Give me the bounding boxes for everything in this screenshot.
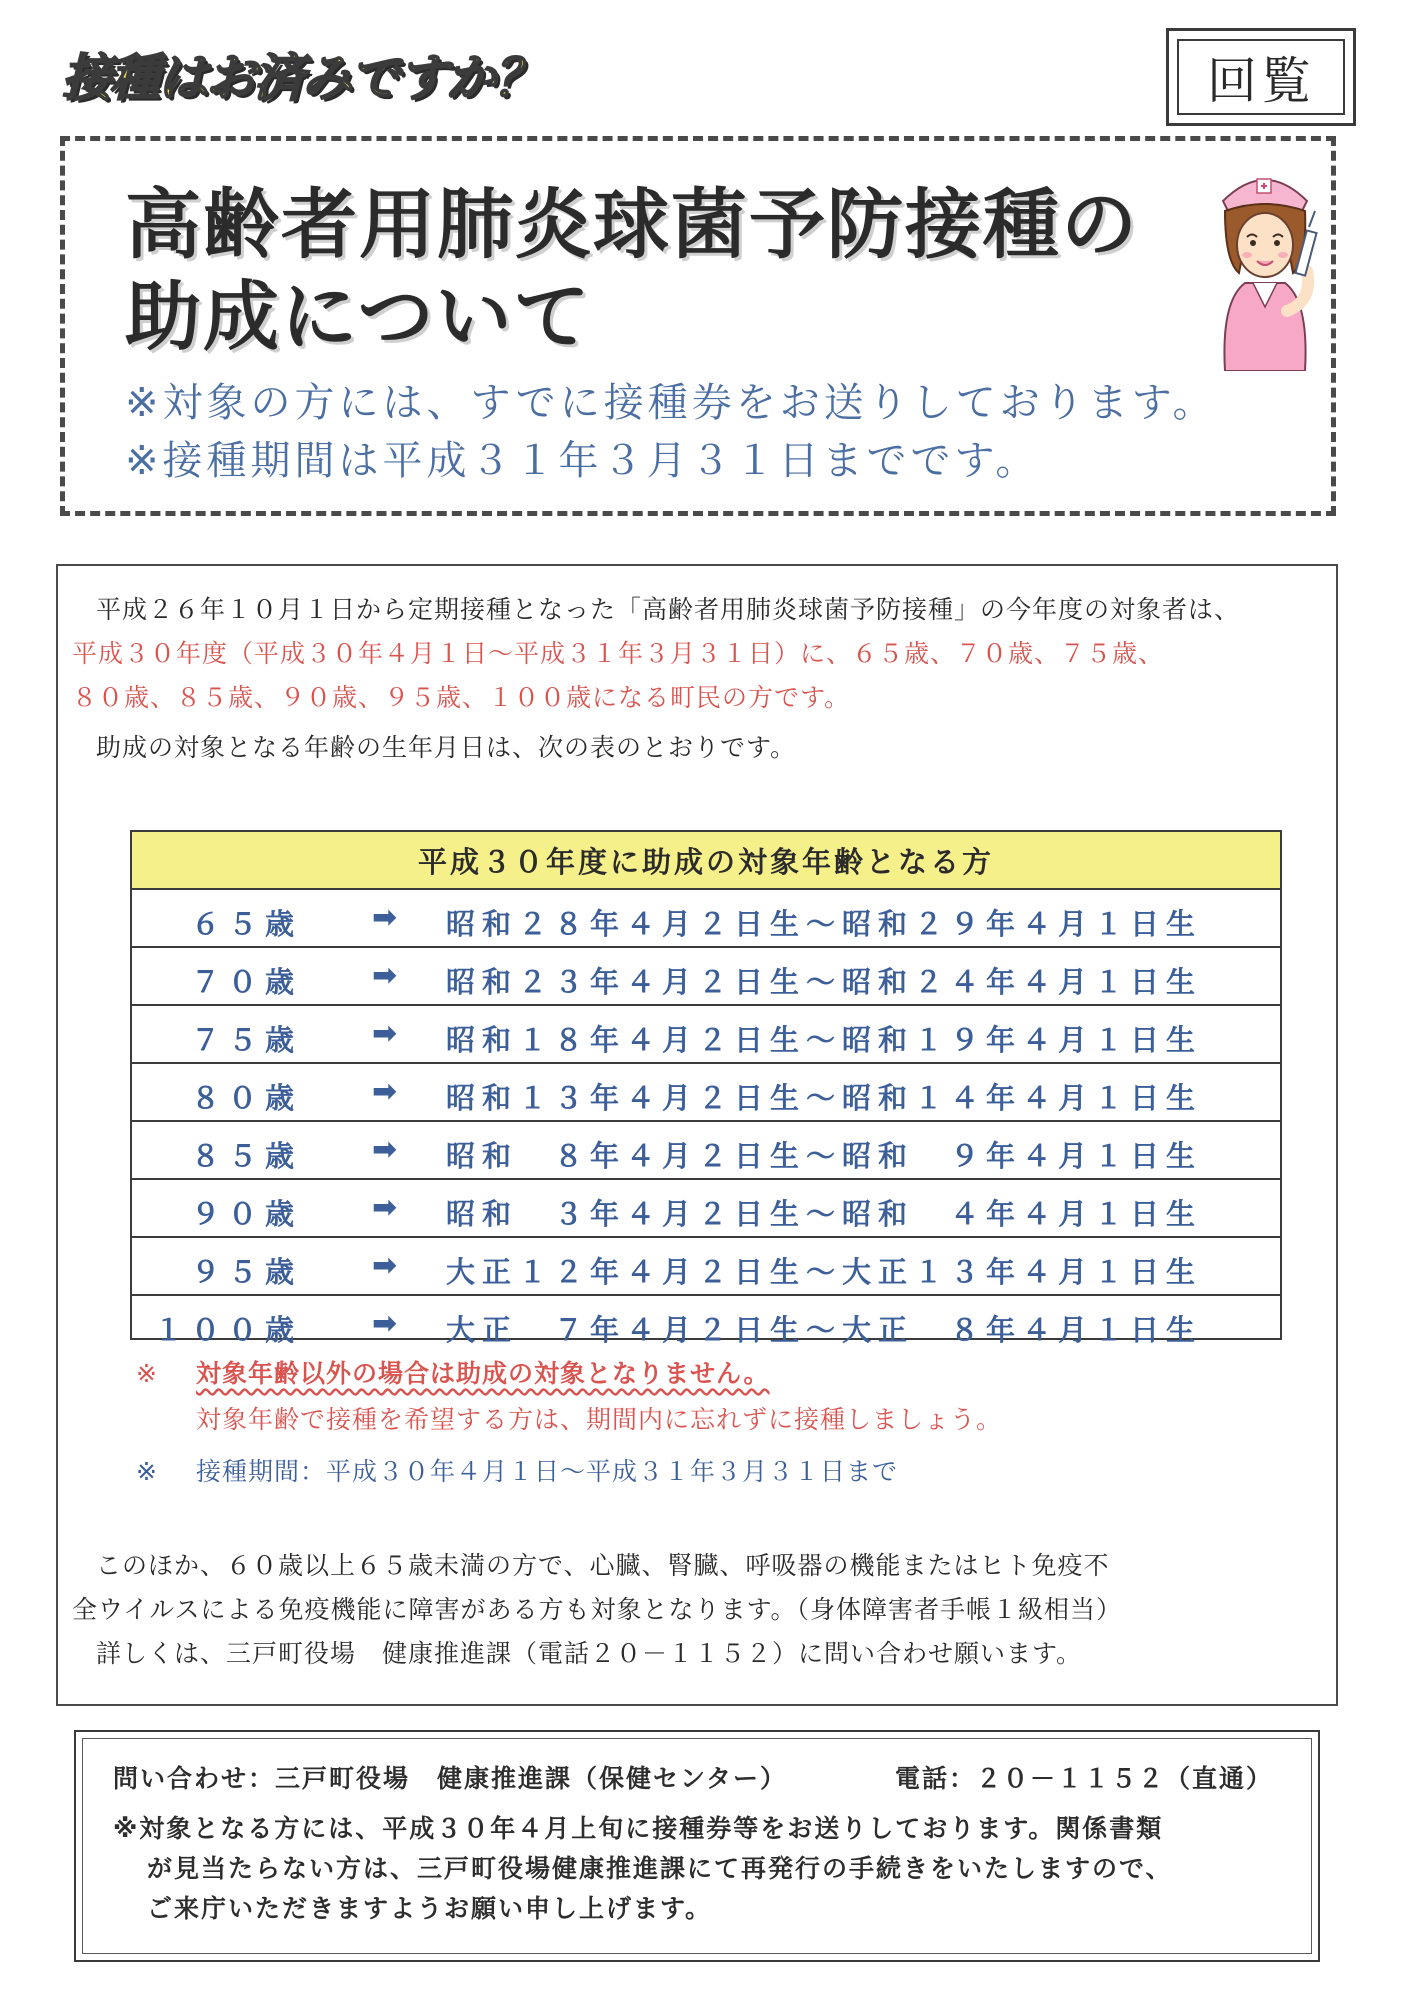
- circulation-stamp: [1166, 28, 1356, 126]
- right-arrow-icon: ➡: [372, 1016, 398, 1051]
- nurse-illustration: [1195, 161, 1335, 371]
- birthdate-range-cell: 昭和２３年４月２日生～昭和２４年４月１日生: [446, 965, 1203, 999]
- age-cell: ７０歳: [190, 965, 302, 999]
- note-advice: 対象年齢で接種を希望する方は、期間内に忘れずに接種しましょう。: [196, 1405, 1003, 1434]
- birthdate-range-cell: 昭和 ３年４月２日生～昭和 ４年４月１日生: [446, 1197, 1203, 1231]
- birthdate-range-cell: 昭和 ８年４月２日生～昭和 ９年４月１日生: [446, 1139, 1203, 1173]
- birthdate-range-cell: 昭和１８年４月２日生～昭和１９年４月１日生: [446, 1023, 1203, 1057]
- table-row: [132, 1296, 1280, 1352]
- age-cell: ９５歳: [190, 1255, 302, 1289]
- right-arrow-icon: ➡: [372, 1306, 398, 1341]
- table-row: [132, 890, 1280, 948]
- intro-line-4: 助成の対象となる年齢の生年月日は、次の表のとおりです。: [96, 733, 797, 762]
- age-cell: ７５歳: [190, 1023, 302, 1057]
- table-row: [132, 1238, 1280, 1296]
- circulation-label: 回覧: [1177, 39, 1345, 115]
- age-cell: ９０歳: [190, 1197, 302, 1231]
- right-arrow-icon: ➡: [372, 958, 398, 993]
- right-arrow-icon: ➡: [372, 1248, 398, 1283]
- table-row: [132, 1006, 1280, 1064]
- right-arrow-icon: ➡: [372, 1074, 398, 1109]
- banner-heading: 接種はお済みですか？: [62, 49, 542, 107]
- birthdate-range-cell: 昭和１３年４月２日生～昭和１４年４月１日生: [446, 1081, 1203, 1115]
- table-row: [132, 1180, 1280, 1238]
- title-box: [60, 136, 1336, 516]
- inquiry-note-3: ご来庁いただきますようお願い申し上げます。: [147, 1894, 713, 1923]
- intro-line-1: 平成２６年１０月１日から定期接種となった「高齢者用肺炎球菌予防接種」の今年度の対象者は、: [96, 595, 1241, 624]
- table-row: [132, 1064, 1280, 1122]
- extra-line-2: 全ウイルスによる免疫機能に障害がある方も対象となります。（身体障害者手帳１級相当）: [72, 1595, 1123, 1624]
- right-arrow-icon: ➡: [372, 1132, 398, 1167]
- birthdate-range-cell: 大正 ７年４月２日生～大正 ８年４月１日生: [446, 1313, 1203, 1347]
- inquiry-phone: 電話：２０－１１５２（直通）: [895, 1764, 1274, 1793]
- inquiry-box: [74, 1730, 1320, 1962]
- inquiry-box-inner: [82, 1738, 1312, 1954]
- right-arrow-icon: ➡: [372, 900, 398, 935]
- age-cell: ８５歳: [190, 1139, 302, 1173]
- intro-line-2: 平成３０年度（平成３０年４月１日～平成３１年３月３１日）に、６５歳、７０歳、７５歳、: [72, 639, 1165, 668]
- notice-ticket-sent: ※対象の方には、すでに接種券をお送りしております。: [125, 380, 1217, 426]
- table-row: [132, 1122, 1280, 1180]
- extra-line-1: このほか、６０歳以上６５歳未満の方で、心臓、腎臓、呼吸器の機能またはヒト免疫不: [96, 1551, 1110, 1580]
- note-mark-2: ※: [136, 1457, 158, 1486]
- inquiry-contact: 問い合わせ：三戸町役場 健康推進課（保健センター）: [113, 1764, 788, 1793]
- table-row: [132, 948, 1280, 1006]
- eligibility-table: [130, 830, 1282, 1347]
- note-warning: 対象年齢以外の場合は助成の対象となりません。: [196, 1359, 770, 1388]
- table-header: 平成３０年度に助成の対象年齢となる方: [132, 832, 1280, 890]
- birthdate-range-cell: 大正１２年４月２日生～大正１３年４月１日生: [446, 1255, 1203, 1289]
- note-mark-1: ※: [136, 1359, 158, 1388]
- notice-period: ※接種期間は平成３１年３月３１日までです。: [125, 438, 1040, 484]
- intro-line-3: ８０歳、８５歳、９０歳、９５歳、１００歳になる町民の方です。: [72, 683, 851, 712]
- page-title: [125, 179, 1205, 363]
- right-arrow-icon: ➡: [372, 1190, 398, 1225]
- title-line-1: 高齢者用肺炎球菌予防接種の: [125, 180, 1139, 269]
- extra-line-3: 詳しくは、三戸町役場 健康推進課（電話２０－１１５２）に問い合わせ願います。: [96, 1639, 1083, 1668]
- inquiry-note-1: ※対象となる方には、平成３０年４月上旬に接種券等をお送りしております。関係書類: [113, 1814, 1164, 1843]
- inquiry-note-2: が見当たらない方は、三戸町役場健康推進課にて再発行の手続きをいたしますので、: [147, 1854, 1173, 1883]
- age-cell: ６５歳: [190, 907, 302, 941]
- age-cell: １００歳: [153, 1313, 302, 1347]
- content-box: [56, 564, 1338, 1706]
- age-cell: ８０歳: [190, 1081, 302, 1115]
- title-line-2: 助成について: [125, 272, 592, 361]
- birthdate-range-cell: 昭和２８年４月２日生～昭和２９年４月１日生: [446, 907, 1203, 941]
- note-period: 接種期間：平成３０年４月１日～平成３１年３月３１日まで: [196, 1457, 899, 1486]
